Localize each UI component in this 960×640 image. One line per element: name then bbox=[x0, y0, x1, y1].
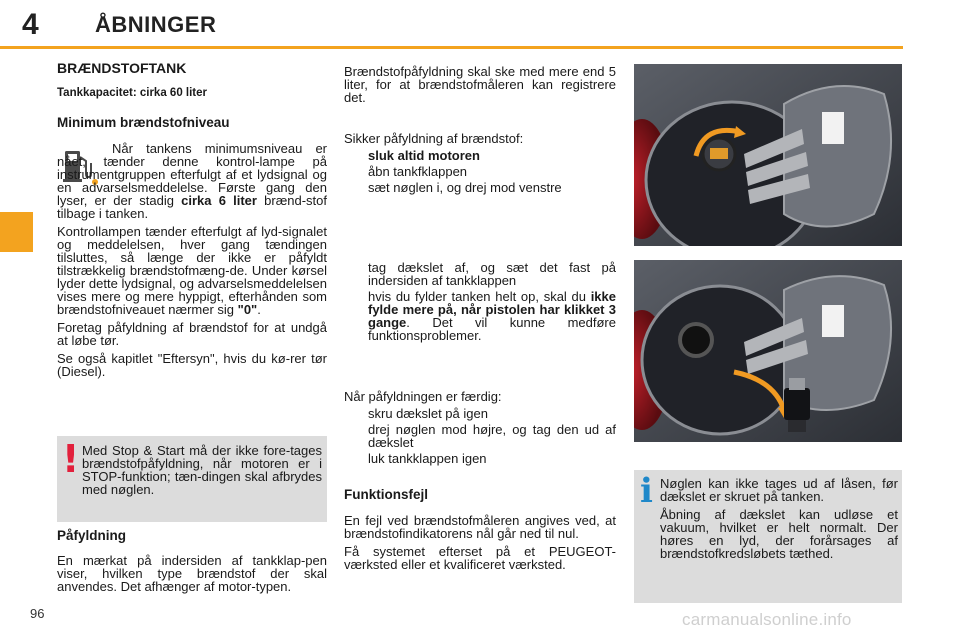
done-block bbox=[344, 390, 616, 465]
list-item bbox=[344, 423, 616, 449]
tank-capacity: Tankkapacitet: cirka 60 liter bbox=[57, 87, 207, 99]
left-column bbox=[57, 62, 327, 129]
chapter-number: 4 bbox=[22, 8, 39, 41]
fuel-flap-photo-1 bbox=[634, 64, 902, 246]
text-emphasis: ikke fylde mere på, når pistolen har klikket 3 gange bbox=[368, 289, 616, 330]
list-item-text bbox=[368, 290, 616, 342]
text-fragment: Kontrollampen tænder efterfulgt af lyd-signalet og meddelelsen, hver gang tændingen tilsluttes, så længe der ikke er påfyldt tilstrækkelig brændstofmæng-de. Under kørsel lyder dette lydsignal, og advarselsmeddelelsen vises mere og mere hyppigt, efterhånden som brændstofniveauet nærmer sig bbox=[57, 224, 327, 317]
info-icon: i bbox=[640, 471, 653, 511]
info-text bbox=[660, 477, 898, 560]
warning-paragraph: Med Stop & Start må der ikke fore-tages brændstofpåfyldning, når motoren er i STOP-funktion; tæn-dingen skal afbrydes med nøglen. bbox=[82, 443, 322, 497]
min-level-paragraph-4: Se også kapitlet "Eftersyn", hvis du kø-rer tør (Diesel). bbox=[57, 351, 327, 379]
fault-paragraph-2: Få systemet efterset på et PEUGEOT-værksted eller et kvalificeret værksted. bbox=[344, 544, 616, 572]
list-item-text: sæt nøglen i, og drej mod venstre bbox=[368, 180, 562, 195]
text-fragment: brænd-stof tilbage i tanken. bbox=[57, 193, 328, 221]
done-intro: Når påfyldningen er færdig: bbox=[344, 389, 502, 404]
list-item bbox=[344, 261, 616, 287]
page-number: 96 bbox=[30, 606, 45, 621]
text-fragment: Når tankens minimumsniveau er nået, tænder denne kontrol-lampe på instrumentgruppen efterfulgt af et lydsignal og en advarselsmeddelelse. Første gang den lyser, er der stadig bbox=[57, 141, 327, 208]
fill-title: Påfyldning bbox=[57, 528, 127, 543]
min-level-text bbox=[57, 142, 327, 378]
fault-paragraph-1: En fejl ved brændstofmåleren angives ved, at brændstofindikatorens nål går ned til nul. bbox=[344, 513, 616, 541]
section-title: BRÆNDSTOFTANK bbox=[57, 60, 187, 76]
info-paragraph-1: Nøglen kan ikke tages ud af låsen, før dækslet er skruet på tanken. bbox=[660, 476, 898, 504]
list-item bbox=[344, 452, 616, 465]
safe-fill-block bbox=[344, 132, 616, 194]
min-level-title: Minimum brændstofniveau bbox=[57, 115, 230, 130]
fault-block bbox=[344, 488, 616, 571]
list-item bbox=[344, 165, 616, 178]
chapter-tab bbox=[0, 212, 33, 252]
fault-title: Funktionsfejl bbox=[344, 487, 428, 502]
min-level-paragraph-1 bbox=[57, 142, 327, 220]
list-item bbox=[344, 407, 616, 420]
text-fragment: . Det vil kunne medføre funktionsproblemer. bbox=[368, 315, 616, 343]
list-item-text: tag dækslet af, og sæt det fast på indersiden af tankklappen bbox=[368, 260, 616, 288]
list-item bbox=[344, 149, 616, 162]
fuel-flap-photo-2 bbox=[634, 260, 902, 442]
fill-section bbox=[57, 529, 327, 593]
list-item bbox=[344, 290, 616, 342]
warning-text bbox=[82, 444, 322, 496]
watermark: carmanualsonline.info bbox=[682, 610, 852, 629]
page-title: ÅBNINGER bbox=[95, 12, 217, 37]
min-amount-paragraph: Brændstofpåfyldning skal ske med mere end 5 liter, for at brændstofmåleren kan registrere det. bbox=[344, 64, 616, 105]
fuel-cap-illustration bbox=[634, 260, 902, 442]
list-item-text: luk tankklappen igen bbox=[368, 451, 487, 466]
min-level-paragraph-2 bbox=[57, 225, 327, 316]
fill-paragraph: En mærkat på indersiden af tankklap-pen viser, hvilken type brændstof der skal anvendes. Det afhænger af motor-typen. bbox=[57, 553, 327, 594]
safe-fill-intro: Sikker påfyldning af brændstof: bbox=[344, 131, 524, 146]
warning-icon: ! bbox=[62, 437, 80, 481]
text-fragment: . bbox=[257, 302, 261, 317]
text-emphasis: cirka 6 liter bbox=[181, 193, 257, 208]
header-rule bbox=[0, 46, 903, 49]
info-paragraph-2: Åbning af dækslet kan udløse et vakuum, hvilket er helt normalt. Der høres en lyd, der forårsages af brændstofkredsløbets tæthed. bbox=[660, 507, 898, 561]
text-emphasis: "0" bbox=[237, 302, 258, 317]
min-level-paragraph-3: Foretag påfyldning af brændstof for at undgå at løbe tør. bbox=[57, 320, 327, 348]
list-item bbox=[344, 181, 616, 194]
list-item-text: skru dækslet på igen bbox=[368, 406, 488, 421]
fill-steps-block bbox=[344, 261, 616, 342]
list-item-text: drej nøglen mod højre, og tag den ud af dækslet bbox=[368, 422, 616, 450]
text-fragment: hvis du fylder tanken helt op, skal du bbox=[368, 289, 591, 304]
fuel-flap-illustration bbox=[634, 64, 902, 246]
list-item-text: åbn tankfklappen bbox=[368, 164, 468, 179]
list-item-text: sluk altid motoren bbox=[368, 148, 480, 163]
middle-intro bbox=[344, 65, 616, 104]
